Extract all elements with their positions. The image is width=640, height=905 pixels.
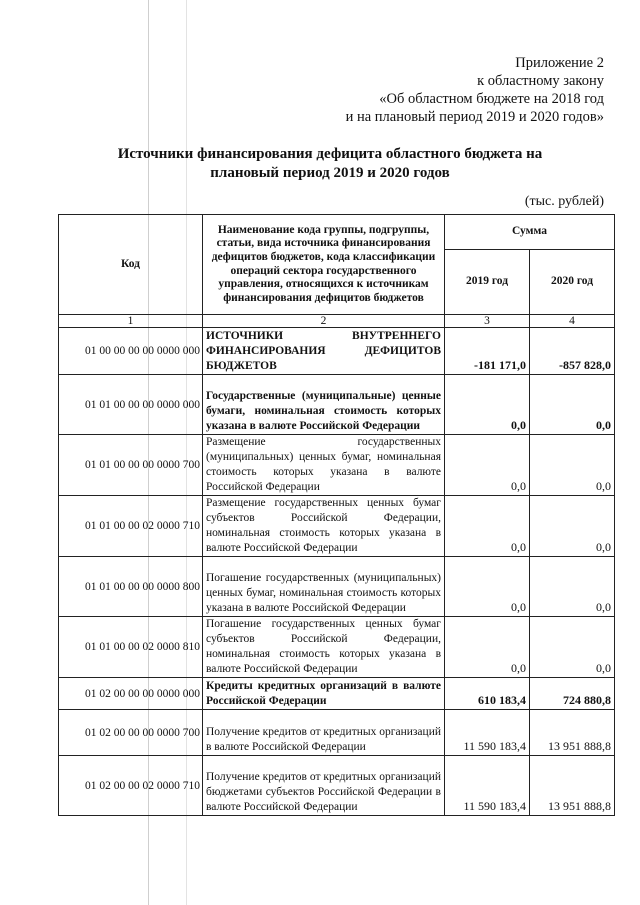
row-value-2019: 610 183,4	[445, 678, 530, 710]
table-row	[59, 678, 615, 710]
appendix-line: к областному закону	[477, 73, 604, 89]
row-code: 01 02 00 00 02 0000 710	[59, 756, 203, 816]
row-value-2020: 0,0	[530, 496, 615, 557]
appendix-block	[346, 54, 604, 126]
row-value-2020: -857 828,0	[530, 328, 615, 375]
column-number-row	[59, 315, 615, 328]
header-2019: 2019 год	[445, 250, 530, 315]
units-label: (тыс. рублей)	[524, 194, 604, 209]
row-code: 01 01 00 00 00 0000 000	[59, 375, 203, 435]
row-value-2020: 724 880,8	[530, 678, 615, 710]
row-value-2020: 0,0	[530, 375, 615, 435]
row-value-2020: 0,0	[530, 617, 615, 678]
row-value-2019: -181 171,0	[445, 328, 530, 375]
column-number: 1	[59, 315, 203, 328]
table-row	[59, 496, 615, 557]
row-code: 01 00 00 00 00 0000 000	[59, 328, 203, 375]
row-name: Получение кредитов от кредитных организаций бюджетами субъектов Российской Федерации в валюте Российской Федерации	[203, 756, 445, 816]
row-code: 01 01 00 00 00 0000 800	[59, 557, 203, 617]
row-code: 01 01 00 00 02 0000 710	[59, 496, 203, 557]
table-row	[59, 375, 615, 435]
table-row	[59, 557, 615, 617]
row-value-2020: 0,0	[530, 435, 615, 496]
table-row	[59, 617, 615, 678]
table-header-row	[59, 215, 615, 250]
row-value-2019: 0,0	[445, 496, 530, 557]
row-code: 01 02 00 00 00 0000 000	[59, 678, 203, 710]
row-value-2019: 0,0	[445, 435, 530, 496]
column-number: 3	[445, 315, 530, 328]
row-name: Размещение государственных ценных бумаг субъектов Российской Федерации, номинальная стоимость которых указана в валюте Российской Федерации	[203, 496, 445, 557]
document-title	[80, 145, 580, 183]
row-name: Кредиты кредитных организаций в валюте Российской Федерации	[203, 678, 445, 710]
row-name: Погашение государственных ценных бумаг субъектов Российской Федерации, номинальная стоимость которых указана в валюте Российской Федерации	[203, 617, 445, 678]
row-value-2019: 0,0	[445, 557, 530, 617]
row-name: Государственные (муниципальные) ценные бумаги, номинальная стоимость которых указана в валюте Российской Федерации	[203, 375, 445, 435]
row-value-2020: 13 951 888,8	[530, 710, 615, 756]
row-value-2019: 11 590 183,4	[445, 756, 530, 816]
row-value-2019: 0,0	[445, 375, 530, 435]
table-row	[59, 435, 615, 496]
table-row	[59, 710, 615, 756]
column-number: 4	[530, 315, 615, 328]
header-code: Код	[59, 215, 203, 315]
appendix-line: «Об областном бюджете на 2018 год	[379, 91, 604, 107]
appendix-line: Приложение 2	[515, 55, 604, 71]
row-code: 01 02 00 00 00 0000 700	[59, 710, 203, 756]
row-value-2019: 11 590 183,4	[445, 710, 530, 756]
column-number: 2	[203, 315, 445, 328]
header-sum: Сумма	[445, 215, 615, 250]
sources-table	[58, 214, 615, 816]
header-name: Наименование кода группы, подгруппы, статьи, вида источника финансирования дефицитов бюджетов, кода классификации операций сектора государственного управления, относящихся к источникам финансирования дефицитов бюджетов	[203, 215, 445, 315]
row-value-2020: 0,0	[530, 557, 615, 617]
row-value-2019: 0,0	[445, 617, 530, 678]
row-value-2020: 13 951 888,8	[530, 756, 615, 816]
document-title-line: плановый период 2019 и 2020 годов	[210, 165, 450, 181]
header-2020: 2020 год	[530, 250, 615, 315]
table-row	[59, 328, 615, 375]
document-title-line: Источники финансирования дефицита областного бюджета на	[117, 146, 543, 162]
row-name: Погашение государственных (муниципальных) ценных бумаг, номинальная стоимость которых указана в валюте Российской Федерации	[203, 557, 445, 617]
row-code: 01 01 00 00 00 0000 700	[59, 435, 203, 496]
table-row	[59, 756, 615, 816]
row-name: Размещение государственных (муниципальных) ценных бумаг, номинальная стоимость которых указана в валюте Российской Федерации	[203, 435, 445, 496]
row-code: 01 01 00 00 02 0000 810	[59, 617, 203, 678]
row-name: Получение кредитов от кредитных организаций в валюте Российской Федерации	[203, 710, 445, 756]
row-name: ИСТОЧНИКИ ВНУТРЕННЕГО ФИНАНСИРОВАНИЯ ДЕФИЦИТОВ БЮДЖЕТОВ	[203, 328, 445, 375]
appendix-line: и на плановый период 2019 и 2020 годов»	[345, 109, 604, 125]
